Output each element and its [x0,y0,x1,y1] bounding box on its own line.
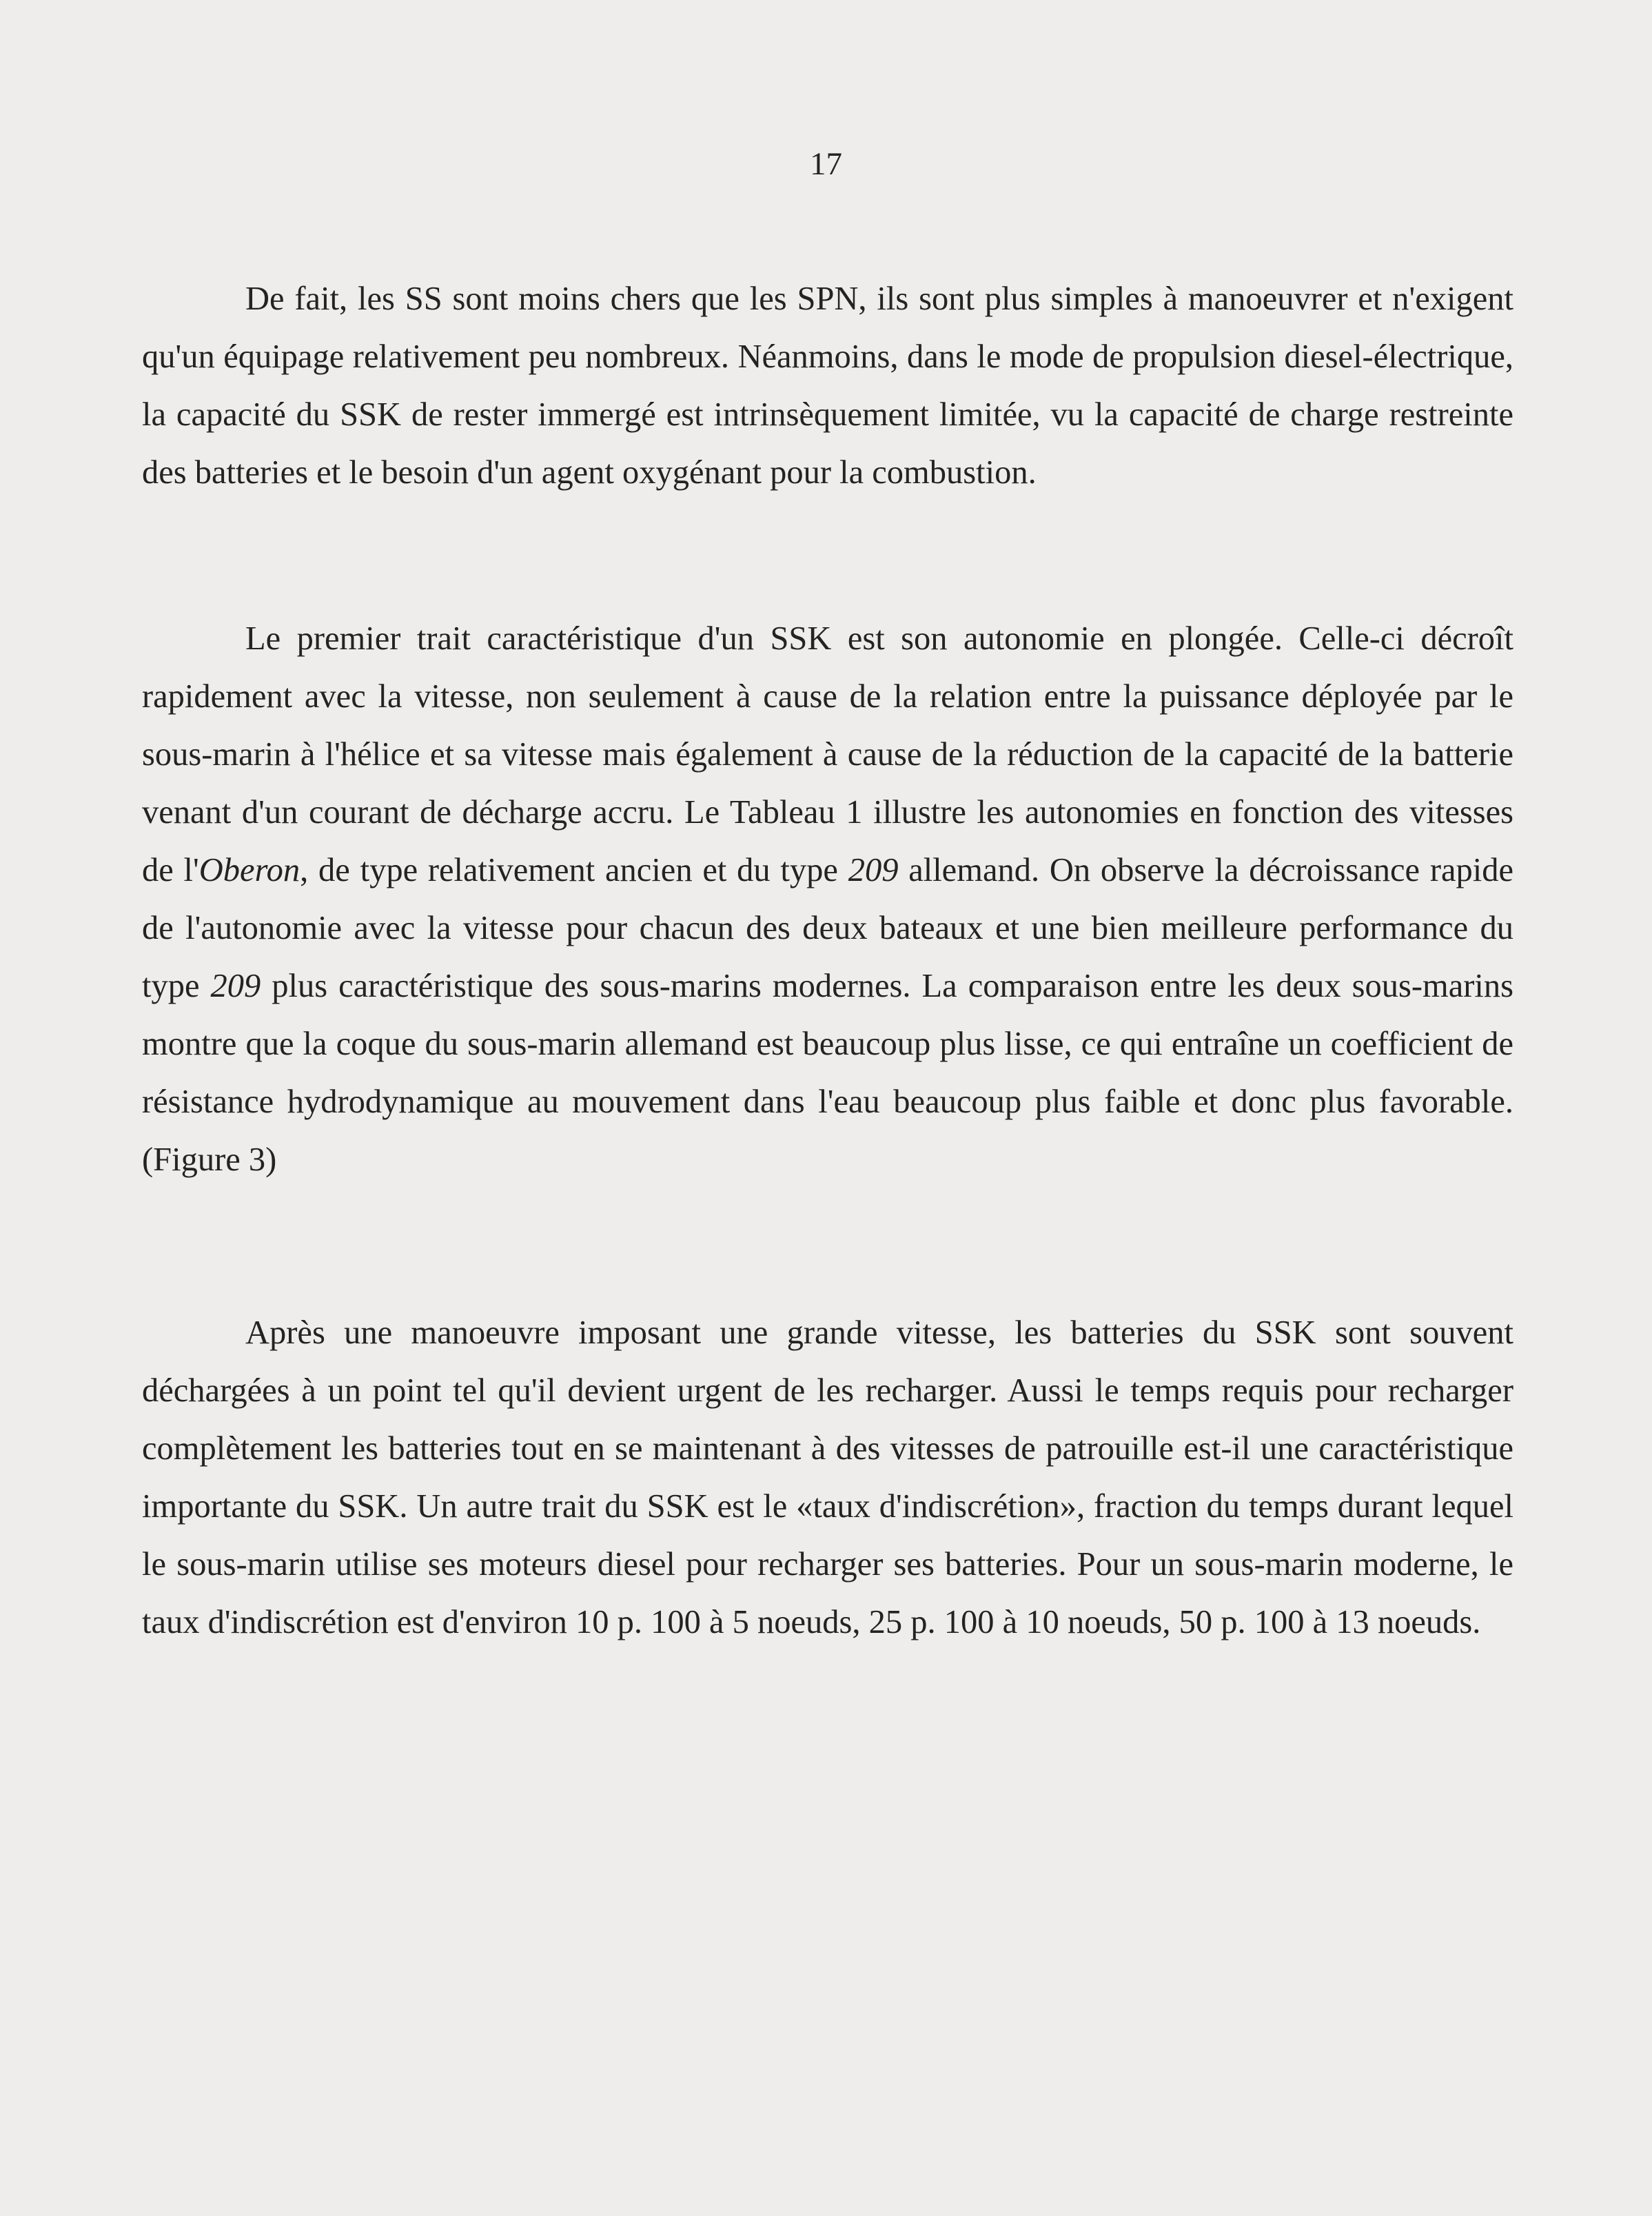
paragraph-diesel-electric-limits: De fait, les SS sont moins chers que les SPN, ils sont plus simples à manoeuvrer et n'exigent qu'un équipage relativement peu nombreux. Néanmoins, dans le mode de propulsion diesel-électrique, la capacité du SSK de rester immergé est intrinsèquement limitée, vu la capacité de charge restreinte des batteries et le besoin d'un agent oxygénant pour la combustion. [142,281,1513,491]
paragraph-text-segment: allemand. On observe la décroissance rapide de l'autonomie avec la vitesse pour chacun des deux bateaux et une bien meilleure performance du type [142,852,1513,1004]
paragraph-indiscretion-rate: Après une manoeuvre imposant une grande vitesse, les batteries du SSK sont souvent déchargées à un point tel qu'il devient urgent de les recharger. Aussi le temps requis pour recharger complètement les batteries tout en se maintenant à des vitesses de patrouille est-il une caractéristique importante du SSK. Un autre trait du SSK est le «taux d'indiscrétion», fraction du temps durant lequel le sous-marin utilise ses moteurs diesel pour recharger ses batteries. Pour un sous-marin moderne, le taux d'indiscrétion est d'environ 10 p. 100 à 5 noeuds, 25 p. 100 à 10 noeuds, 50 p. 100 à 13 noeuds. [142,1314,1513,1640]
paragraph-text-segment: plus caractéristique des sous-marins modernes. La comparaison entre les deux sous-marins montre que la coque du sous-marin allemand est beaucoup plus lisse, ce qui entraîne un coefficient de résistance hydrodynamique au mouvement dans l'eau beaucoup plus faible et donc plus favorable. (Figure 3) [142,968,1513,1178]
italic-type-209: 209 [210,968,261,1004]
page-number: 17 [810,146,842,182]
paragraph-submerged-autonomy [142,610,1513,1189]
italic-type-209: 209 [848,852,899,888]
paragraph-text-segment: , de type relativement ancien et du type [300,852,848,888]
paragraph-text-segment: Le premier trait caractéristique d'un SSK est son autonomie en plongée. Celle-ci décroît rapidement avec la vitesse, non seulement à cause de la relation entre la puissance déployée par le sous-marin à l'hélice et sa vitesse mais également à cause de la réduction de la capacité de la batterie venant d'un courant de décharge accru. Le Tableau 1 illustre les autonomies en fonction des vitesses de l' [142,620,1513,888]
italic-ship-name-oberon: Oberon [198,852,300,888]
